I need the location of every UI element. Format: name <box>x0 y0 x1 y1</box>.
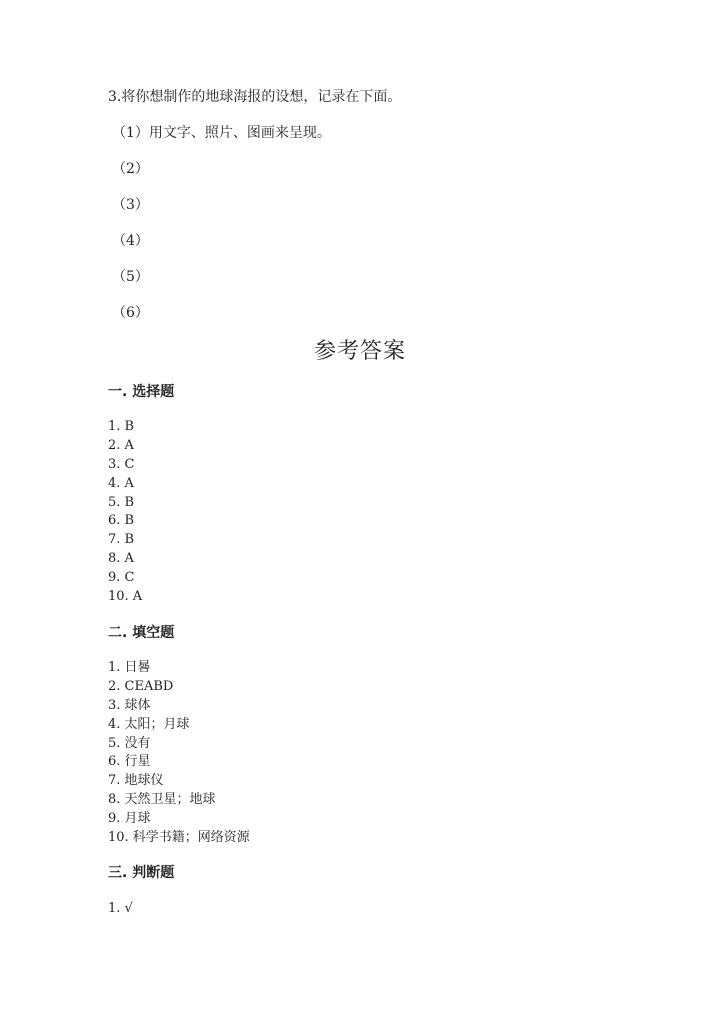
answer-item: 2. CEABD <box>108 678 174 694</box>
answer-list-true-false <box>108 900 133 919</box>
answer-item: 4. 太阳；月球 <box>108 716 190 732</box>
answer-item: 1. 日晷 <box>108 660 151 675</box>
answer-item: 6. B <box>108 513 135 529</box>
answer-key-title: 参考答案 <box>313 339 406 364</box>
question-sub-item: （2） <box>112 161 149 177</box>
answer-item: 4. A <box>108 475 134 491</box>
answer-list-fill-blank <box>108 659 250 848</box>
answer-item: 7. B <box>108 532 135 548</box>
answer-item: 3. C <box>108 456 135 472</box>
answer-item: 5. 没有 <box>108 735 151 751</box>
answer-item: 10. A <box>108 589 143 605</box>
answer-list-choice <box>108 418 142 607</box>
answer-item: 3. 球体 <box>108 697 151 713</box>
answer-item: 1. √ <box>108 901 133 916</box>
question-sub-item: （6） <box>112 305 149 321</box>
answer-item: 8. 天然卫星；地球 <box>108 792 216 808</box>
question-sub-items <box>112 124 331 340</box>
answer-item: 1. B <box>108 419 135 434</box>
answer-item: 6. 行星 <box>108 754 151 770</box>
answer-item: 10. 科学书籍；网络资源 <box>108 830 250 846</box>
question-sub-item: （3） <box>112 197 149 213</box>
question-prompt: 3.将你想制作的地球海报的设想，记录在下面。 <box>108 89 402 105</box>
answer-item: 7. 地球仪 <box>108 773 164 789</box>
section-heading-true-false: 三. 判断题 <box>108 865 175 881</box>
question-sub-item: （1）用文字、照片、图画来呈现。 <box>112 125 331 141</box>
answer-item: 9. C <box>108 570 135 586</box>
answer-item: 2. A <box>108 437 134 453</box>
section-heading-fill-blank: 二. 填空题 <box>108 625 175 641</box>
question-sub-item: （4） <box>112 233 149 249</box>
answer-item: 8. A <box>108 551 134 567</box>
answer-item: 5. B <box>108 494 135 510</box>
section-heading-choice: 一. 选择题 <box>108 384 175 400</box>
question-sub-item: （5） <box>112 269 149 285</box>
answer-item: 9. 月球 <box>108 811 151 827</box>
